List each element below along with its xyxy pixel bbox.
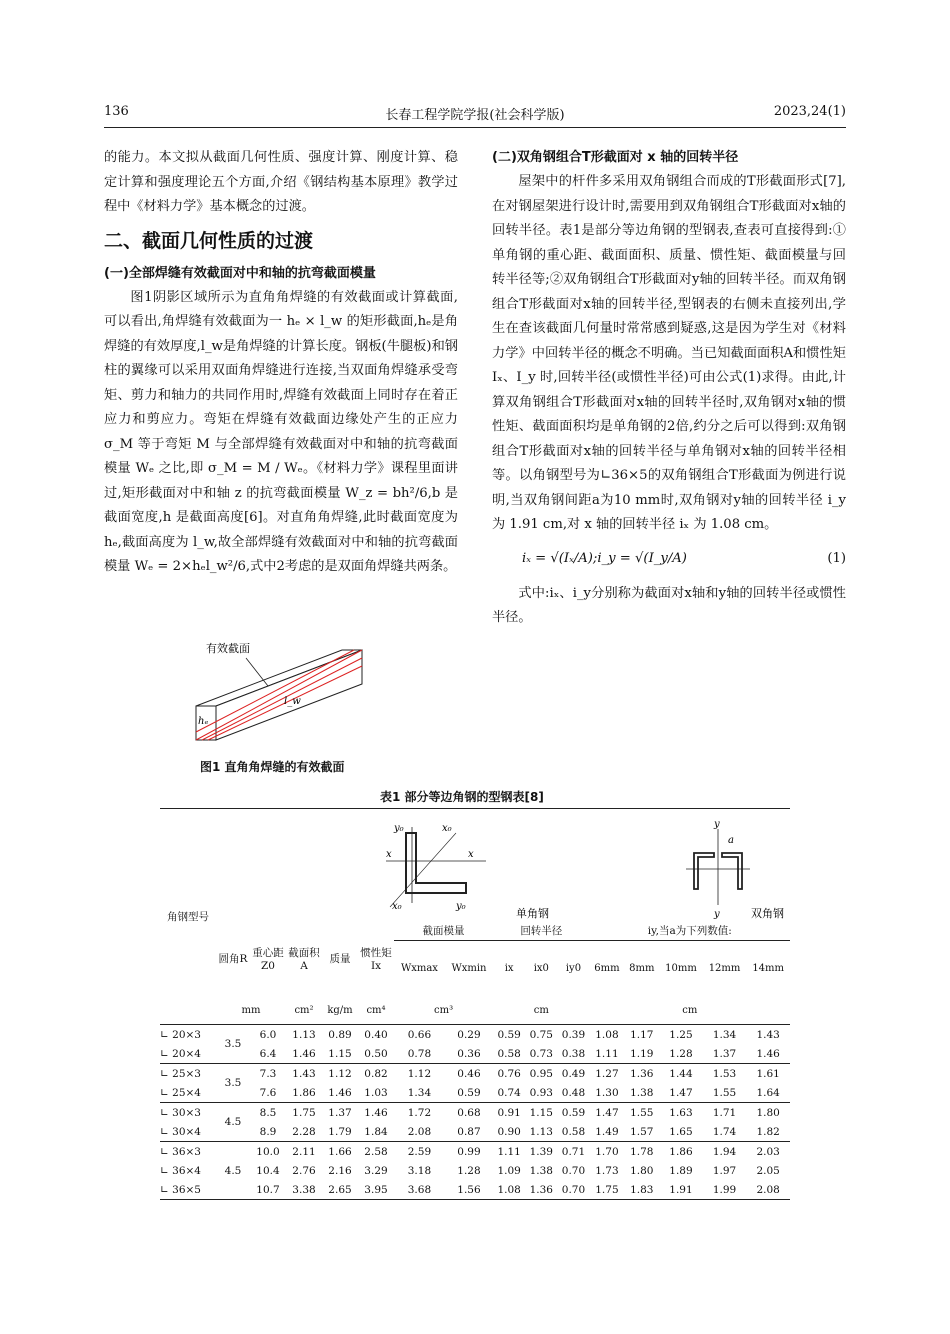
table-cell: 1.86 <box>669 1145 693 1158</box>
subsection-heading-1: (一)全部焊缝有效截面对中和轴的抗弯截面模量 <box>104 265 376 281</box>
table-cell: 1.75 <box>292 1106 316 1119</box>
steel-table <box>160 808 790 1200</box>
table-cell: 0.78 <box>407 1047 432 1060</box>
table-cell: 3.38 <box>292 1183 316 1196</box>
left-column <box>104 146 458 580</box>
table-cell: 1.47 <box>595 1106 619 1119</box>
table-cell: 1.71 <box>712 1106 737 1119</box>
label-y0-bottom: y₀ <box>456 901 466 912</box>
table-cell: 1.99 <box>712 1183 737 1196</box>
unit-cm4: cm⁴ <box>366 1004 386 1016</box>
th-sub: iy0 <box>565 963 582 975</box>
table-cell: 1.79 <box>328 1125 352 1138</box>
th-i: 回转半径 <box>493 921 589 941</box>
th-sub: ix <box>504 963 514 975</box>
table-cell: 1.28 <box>457 1164 481 1177</box>
table-cell: 1.64 <box>756 1086 780 1099</box>
table-cell: 1.36 <box>630 1067 654 1080</box>
table-cell: 1.55 <box>630 1106 654 1119</box>
table-cell: 0.39 <box>561 1028 586 1041</box>
th-I: 惯性矩Ix <box>360 947 392 973</box>
cell-model: ∟ 36×3 <box>160 1145 201 1158</box>
table-cell: 2.08 <box>407 1125 432 1138</box>
table-cell: 2.28 <box>292 1125 316 1138</box>
label-single-angle: 单角钢 <box>516 907 549 920</box>
left-paragraph-1: 图1阴影区域所示为直角角焊缝的有效截面或计算截面,可以看出,角焊缝有效截面为一 hₑ × l_w 的矩形截面,hₑ是角焊缝的有效厚度,l_w是角焊缝的计算长度。钢板(牛腿板)和钢柱的翼缘可以采用双面角焊缝进行连接,当双面角焊缝承受弯矩、剪力和轴力的共同作用时,焊缝有效截面上同时存在着正应力和剪应力。弯矩在焊缝有效截面边缘处产生的正应力 σ_M 等于弯矩 M 与全部焊缝有效截面对中和轴的抗弯截面模量 Wₑ 之比,即 σ_M = M / Wₑ。《材料力学》课程里面讲过,矩形截面对中和轴 z 的抗弯截面模量 W_z = bh²/6,b 是截面宽度,h 是截面高度[6]。对直角角焊缝,此时截面宽度为 hₑ,截面高度为 l_w,故全部焊缝有效截面对中和轴的抗弯截面模量 Wₑ = 2×hₑl_w²/6,式中2考虑的是双面角焊缝共两条。 <box>104 289 458 574</box>
table-cell: 1.46 <box>292 1047 316 1060</box>
table-cell: 1.28 <box>669 1047 693 1060</box>
right-column <box>492 146 846 631</box>
table-cell: 0.70 <box>561 1164 586 1177</box>
cell-R: 4.5 <box>224 1116 242 1128</box>
label-he: hₑ <box>198 716 209 727</box>
angle-diagrams <box>216 813 790 921</box>
table-cell: 0.91 <box>497 1106 521 1119</box>
table-cell: 1.72 <box>407 1106 432 1119</box>
journal-title: 长春工程学院学报(社会科学版) <box>385 108 565 123</box>
table-cell: 1.65 <box>669 1125 693 1138</box>
table-cell: 0.59 <box>457 1086 481 1099</box>
th-sub: 6mm <box>594 963 620 975</box>
table-cell: 0.90 <box>497 1125 521 1138</box>
table-cell: 1.53 <box>712 1067 737 1080</box>
cell-R: 3.5 <box>224 1077 242 1089</box>
table-cell: 6.0 <box>259 1028 277 1041</box>
cell-model: ∟ 36×5 <box>160 1183 201 1196</box>
header-rule <box>104 127 846 128</box>
label-x0: x₀ <box>442 823 452 834</box>
table-cell: 0.93 <box>529 1086 553 1099</box>
table-cell: 2.05 <box>756 1164 780 1177</box>
table-cell: 2.11 <box>292 1145 316 1158</box>
leader-line <box>246 658 268 686</box>
table-cell: 1.11 <box>497 1145 521 1158</box>
label-effective-section: 有效截面 <box>206 642 250 655</box>
table-row <box>160 1083 790 1103</box>
table-row <box>160 1122 790 1142</box>
table-cell: 0.89 <box>328 1028 352 1041</box>
table-cell: 1.56 <box>457 1183 481 1196</box>
equation-text: iₓ = √(Iₓ/A);i_y = √(I_y/A) <box>522 551 687 567</box>
th-iy: iy,当a为下列数值: <box>590 921 790 941</box>
cell-model: ∟ 25×4 <box>160 1086 201 1099</box>
table-cell: 1.84 <box>364 1125 388 1138</box>
label-y-bottom: y <box>714 909 720 920</box>
equation-1 <box>492 538 846 582</box>
table-row <box>160 1044 790 1064</box>
table-cell: 0.95 <box>529 1067 553 1080</box>
label-x0-bottom: x₀ <box>392 901 402 912</box>
table-cell: 1.89 <box>669 1164 693 1177</box>
table-cell: 1.55 <box>712 1086 737 1099</box>
th-A: 截面积A <box>288 947 320 973</box>
table-cell: 1.37 <box>712 1047 737 1060</box>
table-cell: 0.49 <box>561 1067 586 1080</box>
table-cell: 1.80 <box>630 1164 654 1177</box>
right-paragraph-1: 屋架中的杆件多采用双角钢组合而成的T形截面形式[7],在对钢屋架进行设计时,需要用到双角钢组合T形截面对x轴的回转半径。表1是部分等边角钢的型钢表,查表可直接得到:①单角钢的重心距、截面面积、质量、惯性矩、截面模量与回转半径等;②双角钢组合T形截面对y轴的回转半径。而双角钢组合T形截面对x轴的回转半径,型钢表的右侧未直接列出,学生在查该截面几何量时常常感到疑惑,这是因为学生对《材料力学》中回转半径的概念不明确。当已知截面面积A和惯性矩 Iₓ、I_y 时,回转半径(或惯性半径)可由公式(1)求得。由此,计算双角钢组合T形截面对x轴的回转半径时,双角钢对x轴的惯性矩、截面面积均是单角钢的2倍,约分之后可以得到:双角钢组合T形截面对x轴的回转半径与单角钢对x轴的回转半径相等。以角钢型号为∟36×5的双角钢组合T形截面为例进行说明,当双角钢间距a为10 mm时,双角钢对y轴的回转半径 i_y 为 1.91 cm,对 x 轴的回转半径 iₓ 为 1.08 cm。 <box>492 174 846 532</box>
table-diagrams <box>216 809 790 922</box>
table-cell: 0.82 <box>364 1067 388 1080</box>
table-cell: 0.58 <box>561 1125 586 1138</box>
table-cell: 1.34 <box>407 1086 432 1099</box>
table-cell: 1.61 <box>756 1067 780 1080</box>
table-cell: 6.4 <box>259 1047 277 1060</box>
table-cell: 1.39 <box>529 1145 553 1158</box>
table-cell: 1.80 <box>756 1106 780 1119</box>
table-row <box>160 1142 790 1162</box>
th-sub: 8mm <box>629 963 655 975</box>
section-heading: 二、截面几何性质的过渡 <box>104 229 314 252</box>
table-cell: 1.63 <box>669 1106 693 1119</box>
equation-number: (1) <box>827 551 846 567</box>
table-cell: 1.03 <box>364 1086 388 1099</box>
table-row <box>160 1103 790 1123</box>
unit-cm2: cm² <box>294 1004 314 1016</box>
table-cell: 1.46 <box>328 1086 352 1099</box>
table-cell: 1.30 <box>595 1086 619 1099</box>
table-cell: 1.08 <box>497 1183 521 1196</box>
table-cell: 1.75 <box>595 1183 619 1196</box>
table-cell: 1.46 <box>756 1047 780 1060</box>
table-cell: 0.76 <box>497 1067 521 1080</box>
th-sub: 14mm <box>752 963 785 975</box>
table-cell: 1.15 <box>328 1047 352 1060</box>
label-y0: y₀ <box>394 823 404 834</box>
effective-section-line <box>196 650 362 740</box>
label-lw: l_w <box>284 696 301 707</box>
double-angle-right <box>722 853 742 889</box>
th-sub: 12mm <box>708 963 741 975</box>
table-cell: 0.74 <box>497 1086 521 1099</box>
unit-kgm: kg/m <box>327 1004 353 1016</box>
table-cell: 10.7 <box>256 1183 280 1196</box>
table-cell: 2.65 <box>328 1183 352 1196</box>
table-cell: 1.38 <box>529 1164 553 1177</box>
table-cell: 10.0 <box>256 1145 280 1158</box>
table-cell: 2.03 <box>756 1145 780 1158</box>
table-row <box>160 1064 790 1084</box>
left-paragraph-0: 的能力。本文拟从截面几何性质、强度计算、刚度计算、稳定计算和强度理论五个方面,介绍《钢结构基本原理》教学过程中《材料力学》基本概念的过渡。 <box>104 150 458 214</box>
table-cell: 1.43 <box>756 1028 780 1041</box>
table-cell: 0.75 <box>529 1028 553 1041</box>
table-cell: 8.9 <box>259 1125 277 1138</box>
table-cell: 0.99 <box>457 1145 481 1158</box>
cell-model: ∟ 30×4 <box>160 1125 201 1138</box>
table-cell: 1.49 <box>595 1125 619 1138</box>
table-cell: 1.73 <box>595 1164 619 1177</box>
cell-model: ∟ 20×3 <box>160 1028 201 1041</box>
th-sub: Wxmax <box>400 963 438 975</box>
table-cell: 2.16 <box>328 1164 352 1177</box>
table-cell: 2.76 <box>292 1164 316 1177</box>
table-cell: 3.68 <box>407 1183 432 1196</box>
table-cell: 1.74 <box>712 1125 737 1138</box>
single-angle-shape <box>406 833 466 893</box>
label-x: x <box>386 849 392 860</box>
table-cell: 1.91 <box>669 1183 693 1196</box>
table-cell: 1.37 <box>328 1106 352 1119</box>
table-cell: 0.40 <box>364 1028 388 1041</box>
figure1-caption: 图1 直角角焊缝的有效截面 <box>200 760 345 774</box>
issue-info: 2023,24(1) <box>773 104 846 119</box>
th-sub: 10mm <box>665 963 697 975</box>
weld-figure <box>186 640 416 750</box>
table-cell: 2.59 <box>407 1145 432 1158</box>
table-cell: 3.95 <box>364 1183 388 1196</box>
table-cell: 0.73 <box>529 1047 553 1060</box>
table-body <box>160 1025 790 1200</box>
table-cell: 1.09 <box>497 1164 521 1177</box>
table-cell: 1.12 <box>328 1067 352 1080</box>
table-cell: 0.71 <box>561 1145 586 1158</box>
table-cell: 1.44 <box>669 1067 693 1080</box>
table-cell: 0.36 <box>457 1047 481 1060</box>
table-cell: 1.94 <box>712 1145 737 1158</box>
subsection-heading-2: (二)双角钢组合T形截面对 x 轴的回转半径 <box>492 150 739 165</box>
th-mass: 质量 <box>329 953 351 966</box>
table-cell: 1.36 <box>529 1183 553 1196</box>
label-x-right: x <box>468 849 474 860</box>
principal-axis-line <box>390 833 456 907</box>
table-cell: 1.47 <box>669 1086 693 1099</box>
label-a: a <box>728 835 734 846</box>
table-cell: 1.13 <box>292 1028 316 1041</box>
table-cell: 1.34 <box>712 1028 737 1041</box>
table-cell: 1.82 <box>756 1125 780 1138</box>
th-sub: Wxmin <box>451 963 487 975</box>
cell-R: 4.5 <box>224 1164 242 1177</box>
table-cell: 1.11 <box>595 1047 619 1060</box>
table-cell: 8.5 <box>259 1106 277 1119</box>
table-cell: 1.97 <box>712 1164 737 1177</box>
table-cell: 0.70 <box>561 1183 586 1196</box>
cell-model: ∟ 30×3 <box>160 1106 201 1119</box>
cell-model: ∟ 36×4 <box>160 1164 201 1177</box>
table-cell: 0.59 <box>497 1028 521 1041</box>
page-header <box>104 100 846 124</box>
table-cell: 2.08 <box>756 1183 780 1196</box>
label-double-angle: 双角钢 <box>751 907 784 920</box>
table-cell: 3.29 <box>364 1164 388 1177</box>
table-cell: 0.59 <box>561 1106 586 1119</box>
table-row <box>160 1161 790 1180</box>
double-angle-left <box>694 853 714 889</box>
table-cell: 1.15 <box>529 1106 553 1119</box>
th-sub: ix0 <box>533 963 549 975</box>
right-paragraph-2: 式中:iₓ、i_y分别称为截面对x轴和y轴的回转半径或惯性半径。 <box>492 585 846 625</box>
th-Z0: 重心距Z0 <box>252 947 284 973</box>
table-cell: 1.57 <box>630 1125 654 1138</box>
unit-cm-iy: cm <box>682 1004 698 1016</box>
table-cell: 3.18 <box>407 1164 432 1177</box>
table-cell: 1.12 <box>407 1067 432 1080</box>
table-cell: 0.68 <box>457 1106 481 1119</box>
table-cell: 1.46 <box>364 1106 388 1119</box>
table-cell: 1.38 <box>630 1086 654 1099</box>
table-cell: 1.17 <box>630 1028 654 1041</box>
table-cell: 1.86 <box>292 1086 316 1099</box>
unit-cm3: cm³ <box>433 1004 454 1016</box>
table-cell: 1.83 <box>630 1183 654 1196</box>
table-cell: 1.43 <box>292 1067 316 1080</box>
table-cell: 0.87 <box>457 1125 481 1138</box>
table-row <box>160 1025 790 1045</box>
cell-model: ∟ 25×3 <box>160 1067 201 1080</box>
table-cell: 1.66 <box>328 1145 352 1158</box>
th-model: 角钢型号 <box>167 911 209 923</box>
table-cell: 1.27 <box>595 1067 619 1080</box>
table-cell: 1.78 <box>630 1145 654 1158</box>
page-number: 136 <box>104 104 129 119</box>
cell-model: ∟ 20×4 <box>160 1047 201 1060</box>
table-cell: 1.19 <box>630 1047 654 1060</box>
unit-mm: mm <box>241 1004 261 1016</box>
label-y-top: y <box>714 819 720 830</box>
table-cell: 0.29 <box>457 1028 481 1041</box>
th-R: 圆角R <box>218 953 248 966</box>
table-cell: 0.58 <box>497 1047 521 1060</box>
cell-R: 3.5 <box>224 1038 242 1050</box>
table-cell: 1.08 <box>595 1028 619 1041</box>
table-row <box>160 1180 790 1200</box>
table-cell: 0.46 <box>457 1067 481 1080</box>
th-W: 截面模量 <box>394 921 493 941</box>
table-cell: 2.58 <box>364 1145 388 1158</box>
table1-caption: 表1 部分等边角钢的型钢表[8] <box>380 790 544 804</box>
table-cell: 1.13 <box>529 1125 553 1138</box>
unit-cm-i: cm <box>533 1004 549 1016</box>
table-cell: 7.6 <box>259 1086 277 1099</box>
table-cell: 0.38 <box>561 1047 586 1060</box>
table-cell: 7.3 <box>259 1067 277 1080</box>
table-cell: 10.4 <box>256 1164 280 1177</box>
table-cell: 0.50 <box>364 1047 388 1060</box>
table-cell: 1.70 <box>595 1145 619 1158</box>
table-cell: 1.25 <box>669 1028 693 1041</box>
table-cell: 0.66 <box>407 1028 432 1041</box>
table-cell: 0.48 <box>561 1086 586 1099</box>
